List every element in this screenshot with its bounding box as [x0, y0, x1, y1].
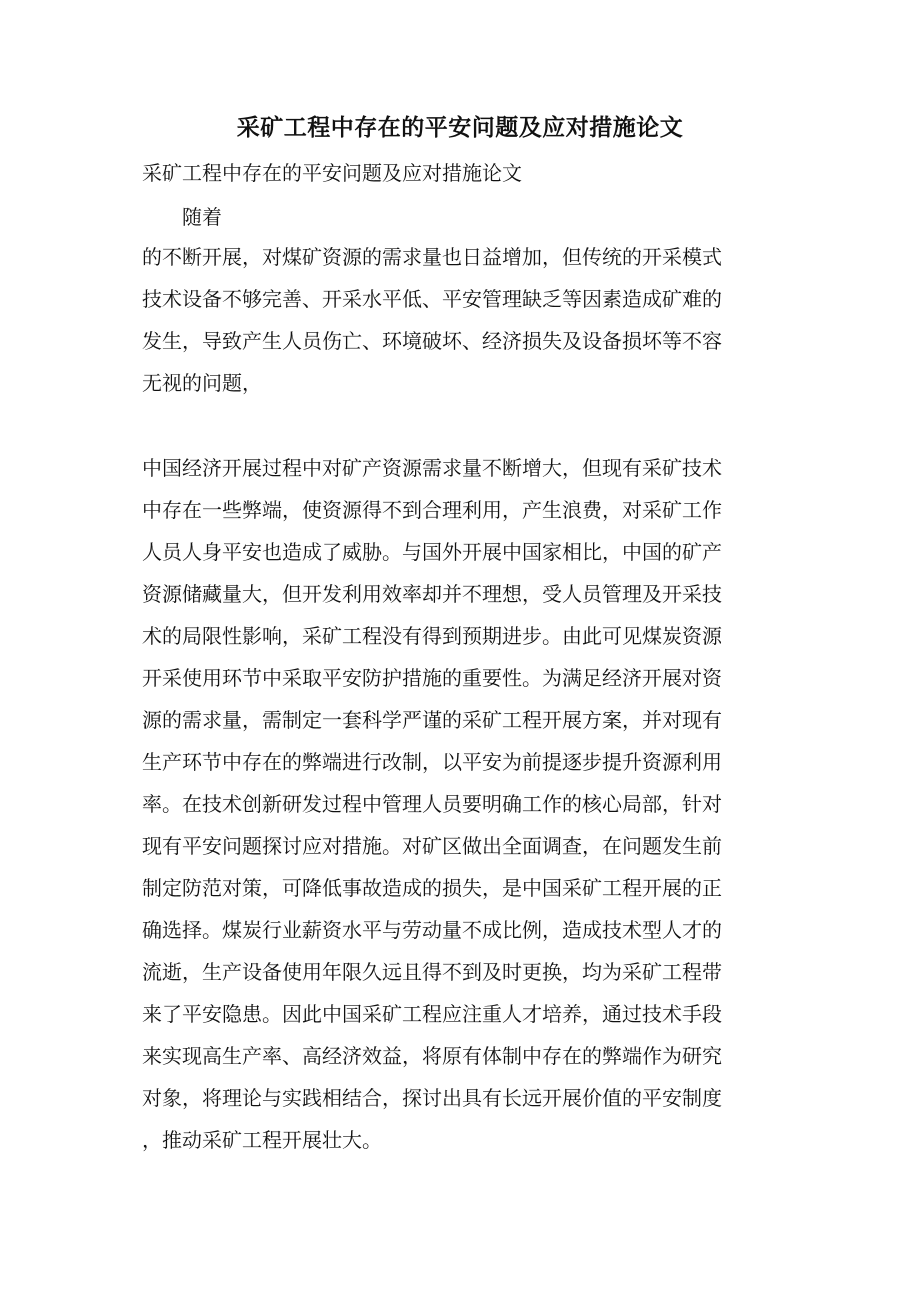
paragraph2-line: 率。在技术创新研发过程中管理人员要明确工作的核心局部，针对 — [142, 792, 722, 816]
paragraph1-line: 发生，导致产生人员伤亡、环境破坏、经济损失及设备损坏等不容 — [142, 329, 722, 353]
paragraph1-line: 无视的问题， — [142, 371, 262, 395]
paragraph2-line: 确选择。煤炭行业薪资水平与劳动量不成比例，造成技术型人才的 — [142, 918, 722, 942]
paragraph2-line: 来实现高生产率、高经济效益，将原有体制中存在的弊端作为研究 — [142, 1044, 722, 1068]
paragraph2-line: 中国经济开展过程中对矿产资源需求量不断增大，但现有采矿技术 — [142, 456, 722, 480]
paragraph1-line: 技术设备不够完善、开采水平低、平安管理缺乏等因素造成矿难的 — [142, 287, 722, 311]
paragraph1-line: 的不断开展，对煤矿资源的需求量也日益增加，但传统的开采模式 — [142, 245, 722, 269]
paragraph2-line: 生产环节中存在的弊端进行改制，以平安为前提逐步提升资源利用 — [142, 750, 722, 774]
paragraph2-line: 术的局限性影响，采矿工程没有得到预期进步。由此可见煤炭资源 — [142, 624, 722, 648]
paragraph2-line: 制定防范对策，可降低事故造成的损失，是中国采矿工程开展的正 — [142, 876, 722, 900]
paragraph2-line: 来了平安隐患。因此中国采矿工程应注重人才培养，通过技术手段 — [142, 1002, 722, 1026]
paragraph2-line: 流逝，生产设备使用年限久远且得不到及时更换，均为采矿工程带 — [142, 960, 722, 984]
document-subtitle: 采矿工程中存在的平安问题及应对措施论文 — [142, 161, 522, 185]
paragraph2-line: ，推动采矿工程开展壮大。 — [142, 1128, 382, 1152]
paragraph2-line: 资源储藏量大，但开发利用效率却并不理想，受人员管理及开采技 — [142, 582, 722, 606]
paragraph2-line: 源的需求量，需制定一套科学严谨的采矿工程开展方案，并对现有 — [142, 708, 722, 732]
document-title: 采矿工程中存在的平安问题及应对措施论文 — [236, 114, 684, 141]
paragraph2-line: 对象，将理论与实践相结合，探讨出具有长远开展价值的平安制度 — [142, 1086, 722, 1110]
paragraph2-line: 开采使用环节中采取平安防护措施的重要性。为满足经济开展对资 — [142, 666, 722, 690]
paragraph2-line: 人员人身平安也造成了威胁。与国外开展中国家相比，中国的矿产 — [142, 540, 722, 564]
paragraph1-opening: 随着 — [182, 205, 222, 229]
paragraph2-line: 中存在一些弊端，使资源得不到合理利用，产生浪费，对采矿工作 — [142, 498, 722, 522]
paragraph2-line: 现有平安问题探讨应对措施。对矿区做出全面调查，在问题发生前 — [142, 834, 722, 858]
